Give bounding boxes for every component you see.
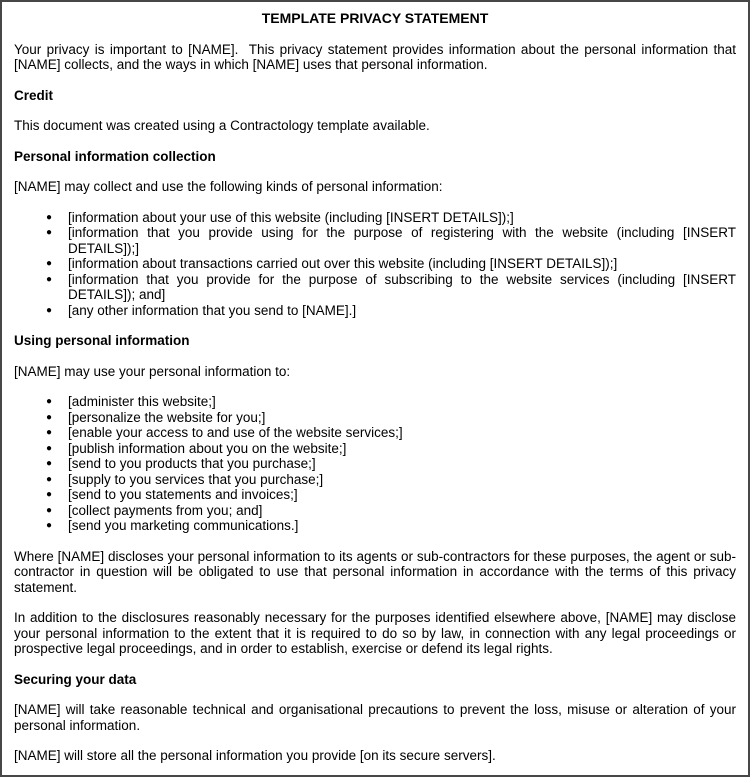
using-lead: [NAME] may use your personal information to: — [14, 363, 291, 379]
list-item: ● [administer this website;] — [68, 394, 736, 410]
disclosure-agents-paragraph: Where [NAME] discloses your personal information to its agents or sub-contractors for these purposes, the agent or sub-contractor in question will be obligated to use that personal information in accordance with the terms of this privacy statement. — [14, 548, 736, 595]
document-title: TEMPLATE PRIVACY STATEMENT — [261, 10, 489, 26]
securing-heading: Securing your data — [14, 671, 137, 687]
list-item: ● [send to you products that you purchase;] — [68, 456, 736, 472]
list-item: ● [send to you statements and invoices;] — [68, 487, 736, 503]
list-item: ● [information that you provide for the purpose of subscribing to the website services (including [INSERT DETAILS]); and] — [68, 272, 736, 303]
list-item: ● [supply to you services that you purchase;] — [68, 472, 736, 488]
list-item: ● [publish information about you on the website;] — [68, 441, 736, 457]
list-item: ● [information about transactions carried out over this website (including [INSERT DETAILS]);] — [68, 256, 736, 272]
using-heading: Using personal information — [14, 333, 190, 348]
disclosure-legal-paragraph: In addition to the disclosures reasonably necessary for the purposes identified elsewhere above, [NAME] may disclose your personal information to the extent that it is required to do so by law, in connection with any legal proceedings or prospective legal proceedings, and in order to establish, exercise or defend its legal rights. — [14, 610, 736, 656]
list-item: ● [personalize the website for you;] — [68, 410, 736, 426]
list-item: ● [information that you provide using for the purpose of registering with the website (including [INSERT DETAILS]);] — [68, 225, 736, 256]
intro-paragraph: Your privacy is important to [NAME]. This privacy statement provides information about the personal information that [NAME] collects, and the ways in which [NAME] uses that personal information. — [14, 41, 736, 72]
list-item: ● [enable your access to and use of the website services;] — [68, 425, 736, 441]
securing-paragraph-2: [NAME] will store all the personal information you provide [on its secure servers]. — [14, 748, 496, 763]
credit-paragraph: This document was created using a Contractology template available. — [14, 118, 430, 133]
collection-lead: [NAME] may collect and use the following kinds of personal information: — [14, 179, 443, 194]
list-item: ● [any other information that you send to [NAME].] — [68, 303, 736, 319]
collection-list — [14, 210, 736, 319]
list-item: ● [collect payments from you; and] — [68, 503, 736, 519]
collection-heading: Personal information collection — [14, 148, 216, 164]
using-list — [14, 394, 736, 534]
list-item: ● [information about your use of this website (including [INSERT DETAILS]);] — [68, 210, 736, 226]
securing-paragraph-1: [NAME] will take reasonable technical and organisational precautions to prevent the loss, misuse or alteration of your personal information. — [14, 702, 736, 733]
credit-heading: Credit — [14, 87, 54, 103]
list-item: ● [send you marketing communications.] — [68, 518, 736, 534]
